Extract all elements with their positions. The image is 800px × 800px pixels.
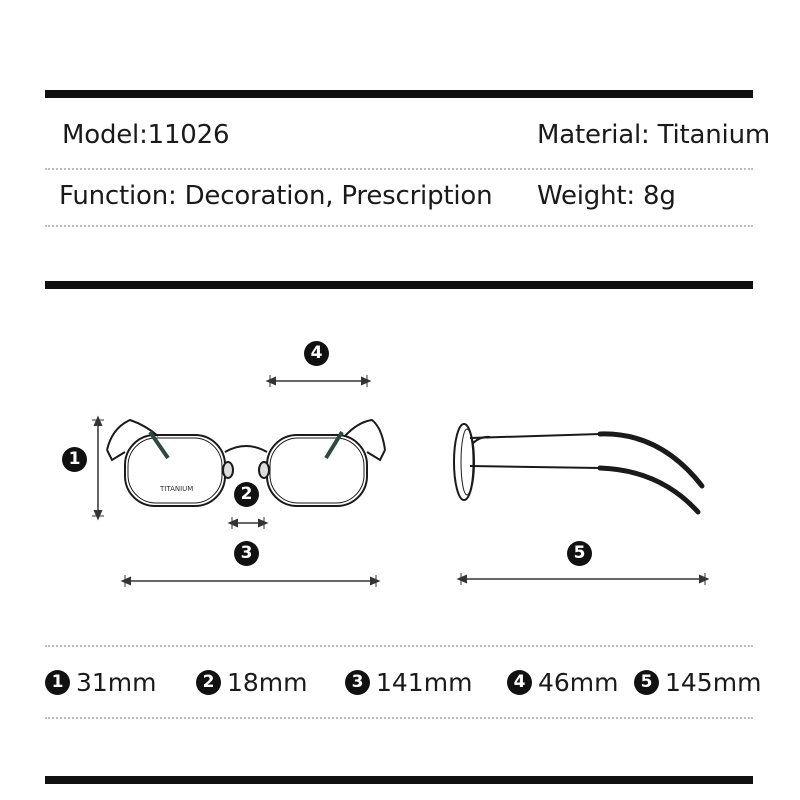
measurement-badge: 2	[196, 670, 221, 695]
measurement-1	[45, 668, 157, 698]
spec-weight: Weight: 8g	[537, 181, 676, 211]
measurement-4	[507, 668, 619, 698]
measurement-badge: 4	[507, 670, 532, 695]
side-view-frame	[454, 424, 600, 500]
measurement-badge: 3	[345, 670, 370, 695]
dimension-badge-3: 3	[234, 541, 259, 566]
dimension-badge-4: 4	[304, 341, 329, 366]
frame-engraving: TITANIUM	[160, 485, 194, 493]
dimension-badge-2: 2	[234, 482, 259, 507]
measurement-5	[634, 668, 761, 698]
spec-material: Material: Titanium	[537, 120, 770, 150]
measurement-badge: 5	[634, 670, 659, 695]
measurement-3	[345, 668, 472, 698]
measurement-value: 18mm	[227, 668, 308, 697]
measurement-value: 141mm	[376, 668, 473, 697]
spec-function: Function: Decoration, Prescription	[59, 181, 493, 211]
measurement-value: 145mm	[665, 668, 762, 697]
measurement-badge: 1	[45, 670, 70, 695]
measurement-value: 31mm	[76, 668, 157, 697]
measurement-2	[196, 668, 308, 698]
measurement-value: 46mm	[538, 668, 619, 697]
dimension-badge-5: 5	[567, 541, 592, 566]
spec-model: Model:11026	[62, 120, 230, 150]
dimension-badge-1: 1	[62, 447, 87, 472]
